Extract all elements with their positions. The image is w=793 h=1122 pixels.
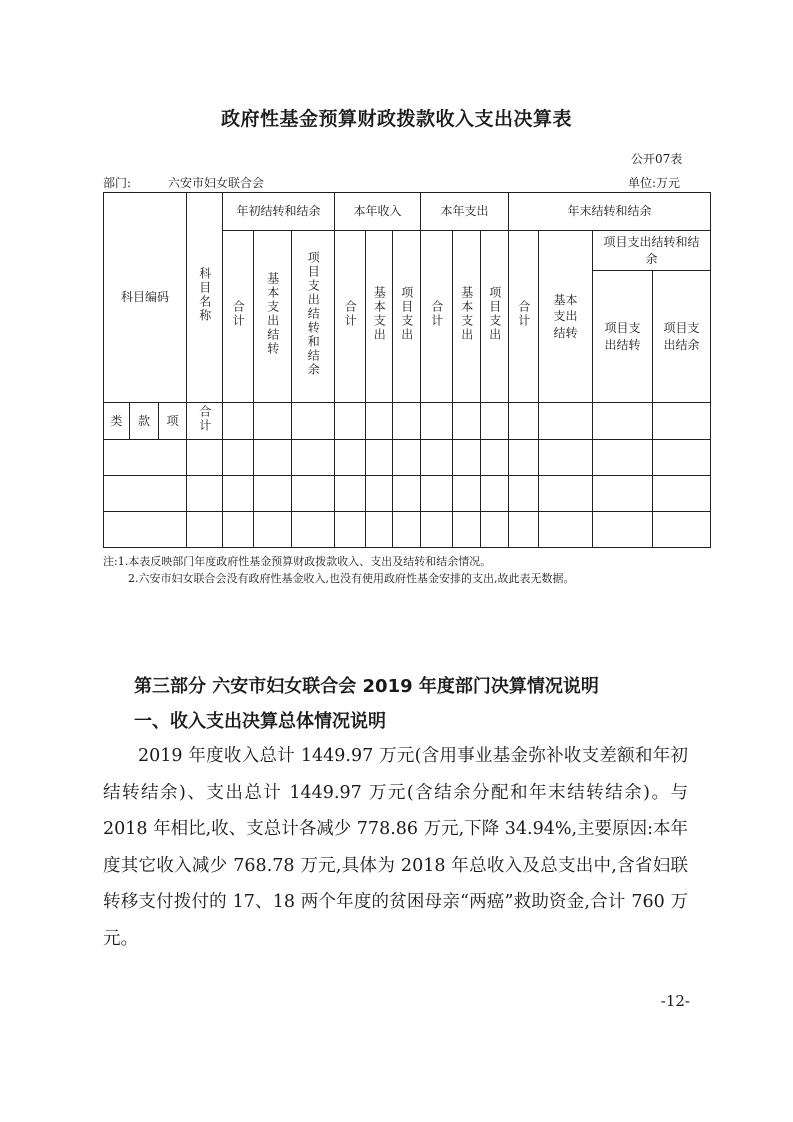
header-income-basic: 基本支出	[366, 231, 393, 403]
header-begin-total: 合计	[223, 231, 254, 403]
header-expense-total: 合计	[421, 231, 453, 403]
table-row	[104, 512, 711, 548]
header-end-total: 合计	[509, 231, 539, 403]
header-expense-basic: 基本支出	[453, 231, 481, 403]
summary-paragraph	[103, 738, 688, 957]
summary-paragraph-text: 2019 年度收入总计 1449.97 万元(含用事业基金弥补收支差额和年初结转结余)、支出总计 1449.97 万元(含结余分配和年末结转结余)。与 2018 年相比,收、支总计各减少 778.86 万元,下降 34.94%,主要原因:本年度其它收入减少 768.78 万元,具体为 2018 年总收入及总支出中,含省妇联转移支付拨付的 17、18 两个年度的贫困母亲“两癌”救助资金,合计 760 万元。	[103, 746, 688, 949]
header-income-project: 项目支出	[393, 231, 421, 403]
header-end-balance: 年末结转和结余	[509, 193, 711, 231]
total-row-label: 合计	[187, 403, 223, 440]
code-kuan: 款	[130, 403, 159, 440]
table-row	[104, 476, 711, 512]
fund-budget-table	[103, 192, 711, 548]
header-subject-name: 科目名称	[187, 193, 223, 403]
header-end-project-group: 项目支出结转和结余	[593, 231, 711, 271]
header-end-project-carry: 项目支出结转	[593, 271, 653, 403]
code-lei: 类	[104, 403, 130, 440]
department-name: 六安市妇女联合会	[168, 176, 265, 190]
table-title: 政府性基金预算财政拨款收入支出决算表	[220, 108, 572, 130]
table-note-1: 注:1.本表反映部门年度政府性基金预算财政拨款收入、支出及结转和结余情况。	[103, 555, 492, 568]
header-income-total: 合计	[335, 231, 366, 403]
header-income: 本年收入	[335, 193, 421, 231]
code-xiang: 项	[159, 403, 187, 440]
table-row	[104, 440, 711, 476]
header-begin-balance: 年初结转和结余	[223, 193, 335, 231]
header-begin-project: 项目支出结转和结余	[292, 231, 335, 403]
header-end-project-surplus: 项目支出结余	[653, 271, 711, 403]
page-number: -12-	[660, 992, 690, 1010]
table-row	[104, 403, 711, 440]
header-expense-project: 项目支出	[481, 231, 509, 403]
header-end-basic: 基本支出结转	[539, 231, 593, 403]
table-note-2: 2.六安市妇女联合会没有政府性基金收入,也没有使用政府性基金安排的支出,故此表无数据。	[128, 572, 575, 585]
section-heading: 第三部分 六安市妇女联合会 2019 年度部门决算情况说明	[134, 676, 599, 697]
department-label: 部门:	[103, 176, 132, 190]
header-expense: 本年支出	[421, 193, 509, 231]
header-subject-code: 科目编码	[104, 193, 187, 403]
form-code: 公开07表	[631, 152, 683, 166]
header-begin-basic: 基本支出结转	[254, 231, 292, 403]
subsection-heading: 一、收入支出决算总体情况说明	[134, 711, 386, 732]
unit-label: 单位:万元	[628, 176, 681, 190]
